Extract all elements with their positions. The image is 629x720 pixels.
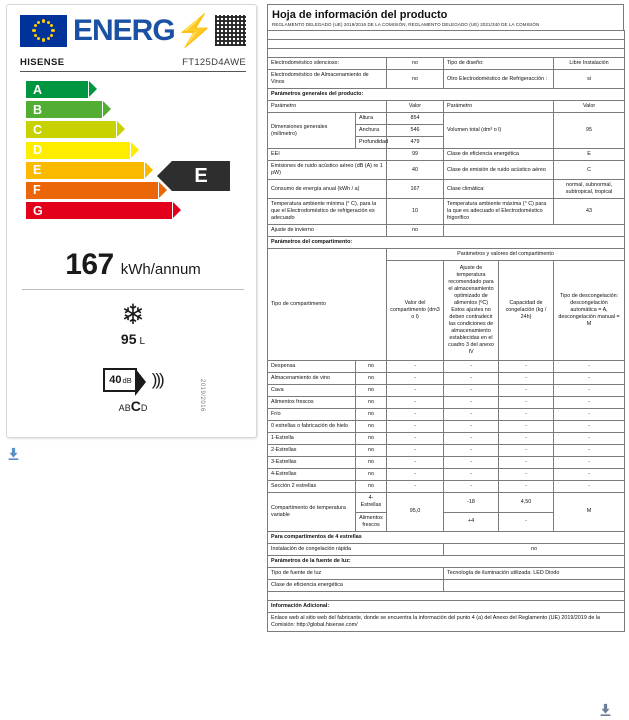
noise-class-b: B bbox=[124, 403, 131, 413]
download-icon-bottom[interactable] bbox=[599, 703, 612, 716]
compartment-present: no bbox=[356, 433, 387, 445]
light-class-label: Clase de eficiencia energética bbox=[268, 579, 444, 591]
other-appliance-label: Otro Electrodoméstico de Refrigeracción : bbox=[444, 70, 554, 89]
compartment-type-name: Sección 2 estrellas bbox=[268, 481, 356, 493]
dimension-name: Anchura bbox=[356, 125, 387, 137]
variable-defrost-type: M bbox=[554, 493, 625, 531]
empty-cell bbox=[444, 225, 625, 237]
wine-storage-label: Electrodoméstico de Almacenamiento de Vinos bbox=[268, 70, 387, 89]
blank-row-cell bbox=[268, 591, 625, 600]
compartment-value: - bbox=[387, 409, 444, 421]
selected-energy-class: E bbox=[172, 161, 230, 191]
energy-word-text: ENERG bbox=[73, 13, 175, 47]
compartment-value: - bbox=[387, 469, 444, 481]
energy-wordmark bbox=[73, 15, 213, 46]
compartment-temperature: - bbox=[444, 433, 499, 445]
grade-bar-a: A bbox=[26, 81, 88, 98]
compartment-value: - bbox=[387, 481, 444, 493]
compartment-capacity: - bbox=[499, 421, 554, 433]
regulation-year-vertical: 2019/2016 bbox=[199, 379, 205, 412]
sound-waves-icon: ))) bbox=[151, 370, 163, 389]
additional-info-row bbox=[268, 612, 625, 631]
header-temperature-setting: Ajuste de temperatura recomendado para el almacenamiento optimizado de alimentos (ºC) Estos ajustes no deben contradecir las condiciones de almacenamiento establecidas en el cuadro 3 del anexo IV bbox=[444, 261, 499, 361]
other-appliance-value: si bbox=[554, 70, 625, 89]
compartment-capacity: - bbox=[499, 373, 554, 385]
fast-freeze-value: no bbox=[444, 543, 625, 555]
compartment-row bbox=[268, 469, 625, 481]
annual-consumption-label: Consumo de energía anual (kWh / a) bbox=[268, 180, 387, 199]
header-value-1: Valor bbox=[387, 101, 444, 113]
eei-label: EEI bbox=[268, 149, 387, 161]
compartment-value: - bbox=[387, 421, 444, 433]
grade-bar-g: G bbox=[26, 202, 172, 219]
annual-energy-consumption bbox=[20, 248, 246, 282]
annual-consumption-value: 167 bbox=[387, 180, 444, 199]
fast-freeze-label: Instalación de congelación rápida bbox=[268, 543, 444, 555]
compartment-defrost: - bbox=[554, 409, 625, 421]
energy-grade-a bbox=[26, 81, 176, 98]
qr-code-icon bbox=[215, 15, 246, 46]
download-icon[interactable] bbox=[7, 447, 20, 460]
eu-energy-label bbox=[6, 4, 257, 438]
compartment-row bbox=[268, 433, 625, 445]
total-volume-label: Volumen total (dm³ o l) bbox=[444, 113, 554, 149]
compartment-row bbox=[268, 445, 625, 457]
annual-consumption-row bbox=[268, 180, 625, 199]
grade-bar-f: F bbox=[26, 182, 158, 199]
compartment-row bbox=[268, 481, 625, 493]
noise-class-value: C bbox=[554, 161, 625, 180]
product-information-sheet bbox=[267, 4, 624, 632]
compartment-capacity: - bbox=[499, 457, 554, 469]
silent-appliance-label: Electrodoméstico silencioso: bbox=[268, 58, 387, 70]
general-parameters-section: Parámetros generales del producto: bbox=[268, 89, 625, 101]
grade-bar-b: B bbox=[26, 101, 102, 118]
min-temperature-value: 10 bbox=[387, 199, 444, 225]
energy-grade-f bbox=[26, 182, 176, 199]
compartment-capacity: - bbox=[499, 433, 554, 445]
climate-class-value: normal, subnormal, subtropical, tropical bbox=[554, 180, 625, 199]
energy-grade-c bbox=[26, 121, 176, 138]
brand-name: HISENSE bbox=[20, 57, 65, 68]
light-class-value bbox=[444, 579, 625, 591]
model-name: FT125D4AWE bbox=[182, 57, 246, 68]
max-temperature-value: 43 bbox=[554, 199, 625, 225]
variable-sub-4-stars: 4-Estrellas bbox=[356, 493, 387, 512]
silent-appliance-value: no bbox=[387, 58, 444, 70]
general-section-row bbox=[268, 89, 625, 101]
compartment-value: - bbox=[387, 361, 444, 373]
compartment-temperature: - bbox=[444, 361, 499, 373]
sheet-title-box bbox=[267, 4, 624, 30]
compartment-group-header: Parámetros y valores del compartimento bbox=[387, 249, 625, 261]
energy-consumption-unit: kWh/annum bbox=[120, 261, 201, 278]
light-type-row bbox=[268, 567, 625, 579]
noise-emission-row bbox=[268, 161, 625, 180]
light-type-value: Tecnología de iluminación utilizada: LED Diodo bbox=[444, 567, 625, 579]
light-source-section: Parámetros de la fuente de luz: bbox=[268, 555, 625, 567]
light-type-label: Tipo de fuente de luz bbox=[268, 567, 444, 579]
header-freezing-capacity: Capacidad de congelación (kg / 24h) bbox=[499, 261, 554, 361]
compartment-type-name: 3-Estrellas bbox=[268, 457, 356, 469]
compartment-temperature: - bbox=[444, 385, 499, 397]
variable-capacity-1: 4,50 bbox=[499, 493, 554, 512]
header-value-2: Valor bbox=[554, 101, 625, 113]
additional-section-row bbox=[268, 600, 625, 612]
compartment-parameters-section: Parámetros del compartimento: bbox=[268, 237, 625, 249]
energy-consumption-value: 167 bbox=[65, 248, 114, 281]
header-parameter-2: Parámetro bbox=[444, 101, 554, 113]
compartment-capacity: - bbox=[499, 469, 554, 481]
variable-temperature-1: -18 bbox=[444, 493, 499, 512]
energy-class-scale bbox=[26, 81, 176, 222]
compartment-value: - bbox=[387, 397, 444, 409]
design-type-label: Tipo de diseño: bbox=[444, 58, 554, 70]
dimensions-label: Dimensiones generales (milímetro) bbox=[268, 113, 356, 149]
compartment-defrost: - bbox=[554, 481, 625, 493]
max-temperature-label: Temperatura ambiente máxima (° C) para la que es adecuado el Electrodoméstico frigorífico bbox=[444, 199, 554, 225]
compartment-present: no bbox=[356, 373, 387, 385]
energy-grade-b bbox=[26, 101, 176, 118]
energy-grade-e bbox=[26, 162, 176, 179]
noise-pictogram bbox=[20, 365, 246, 414]
compartment-row bbox=[268, 457, 625, 469]
compartment-defrost: - bbox=[554, 397, 625, 409]
dimension-name: Altura bbox=[356, 113, 387, 125]
header-parameter-1: Parámetro bbox=[268, 101, 387, 113]
blank-row bbox=[268, 49, 625, 58]
variable-compartment-label: Compartimento de temperatura variable bbox=[268, 493, 356, 531]
blank-row-cell bbox=[268, 40, 625, 49]
compartment-group-header-row bbox=[268, 249, 625, 261]
compartment-temperature: - bbox=[444, 445, 499, 457]
divider bbox=[22, 289, 244, 290]
compartment-temperature: - bbox=[444, 409, 499, 421]
blank-row-cell bbox=[268, 31, 625, 40]
compartment-value: - bbox=[387, 457, 444, 469]
product-sheet-table bbox=[267, 30, 625, 632]
blank-row bbox=[268, 591, 625, 600]
additional-info-text: Enlace web al sitio web del fabricante, donde se encuentra la información del punto 4 (a) del Anexo del Reglamento (UE) 2019/2019 de la Comisión: http://global.hisense.com/ bbox=[268, 612, 625, 631]
compartment-type-name: 4-Estrellas bbox=[268, 469, 356, 481]
compartment-defrost: - bbox=[554, 361, 625, 373]
four-star-section: Para compartimentos de 4 estrellas bbox=[268, 531, 625, 543]
grade-bar-c: C bbox=[26, 121, 116, 138]
freezer-pictogram bbox=[20, 301, 246, 347]
wine-storage-value: no bbox=[387, 70, 444, 89]
light-class-row bbox=[268, 579, 625, 591]
compartment-defrost: - bbox=[554, 469, 625, 481]
grade-bar-d: D bbox=[26, 142, 130, 159]
compartment-capacity: - bbox=[499, 397, 554, 409]
compartment-row bbox=[268, 409, 625, 421]
noise-class-scale bbox=[20, 398, 246, 414]
compartment-present: no bbox=[356, 361, 387, 373]
compartment-row bbox=[268, 385, 625, 397]
noise-class-label: Clase de emisión de ruido acústico aéreo bbox=[444, 161, 554, 180]
compartment-present: no bbox=[356, 469, 387, 481]
blank-row-cell bbox=[268, 49, 625, 58]
energy-grade-g bbox=[26, 202, 176, 219]
variable-compartment-value: 95,0 bbox=[387, 493, 444, 531]
compartment-present: no bbox=[356, 409, 387, 421]
compartment-capacity: - bbox=[499, 361, 554, 373]
climate-class-label: Clase climática: bbox=[444, 180, 554, 199]
compartment-temperature: - bbox=[444, 457, 499, 469]
dimension-row bbox=[268, 113, 625, 125]
min-temperature-row bbox=[268, 199, 625, 225]
light-section-row bbox=[268, 555, 625, 567]
winter-setting-value: no bbox=[387, 225, 444, 237]
compartment-value: - bbox=[387, 385, 444, 397]
compartment-value: - bbox=[387, 373, 444, 385]
lightning-bolt-icon: ⚡ bbox=[175, 13, 214, 48]
speaker-icon bbox=[103, 365, 162, 395]
compartment-row bbox=[268, 397, 625, 409]
general-headers-row bbox=[268, 101, 625, 113]
brand-model-row bbox=[20, 57, 246, 72]
compartment-capacity: - bbox=[499, 445, 554, 457]
compartment-section-row bbox=[268, 237, 625, 249]
compartment-capacity: - bbox=[499, 481, 554, 493]
compartment-row bbox=[268, 373, 625, 385]
additional-info-section: Información Adicional: bbox=[268, 600, 625, 612]
efficiency-class-value: E bbox=[554, 149, 625, 161]
eei-row bbox=[268, 149, 625, 161]
compartment-type-name: 2-Estrellas bbox=[268, 445, 356, 457]
dimension-name: Profundidad bbox=[356, 137, 387, 149]
compartment-temperature: - bbox=[444, 469, 499, 481]
variable-capacity-2: - bbox=[499, 512, 554, 531]
compartment-present: no bbox=[356, 397, 387, 409]
compartment-type-name: 0 estrellas o fabricación de hielo bbox=[268, 421, 356, 433]
blank-row bbox=[268, 40, 625, 49]
compartment-defrost: - bbox=[554, 433, 625, 445]
compartment-temperature: - bbox=[444, 481, 499, 493]
sheet-subtitle: REGLAMENTO DELEGADO (UE) 2019/2016 DE LA COMISIÓN, REGLAMENTO DELEGADO (UE) 2021/340 DE LA COMISIÓN bbox=[272, 22, 540, 27]
compartment-type-name: 1-Estrella bbox=[268, 433, 356, 445]
min-temperature-label: Temperatura ambiente mínima (° C), para la que el Electrodoméstico de refrigeración es adecuado bbox=[268, 199, 387, 225]
compartment-row bbox=[268, 361, 625, 373]
energy-grade-d bbox=[26, 142, 176, 159]
compartment-defrost: - bbox=[554, 385, 625, 397]
compartment-corner-cell: Tipo de compartimento bbox=[268, 249, 387, 361]
compartment-present: no bbox=[356, 421, 387, 433]
compartment-present: no bbox=[356, 481, 387, 493]
four-star-section-row bbox=[268, 531, 625, 543]
winter-setting-row bbox=[268, 225, 625, 237]
compartment-type-name: Alimentos frescos bbox=[268, 397, 356, 409]
compartment-type-name: Cava bbox=[268, 385, 356, 397]
freezer-volume-unit: L bbox=[139, 336, 146, 347]
compartment-type-name: Frío bbox=[268, 409, 356, 421]
compartment-present: no bbox=[356, 385, 387, 397]
eei-value: 99 bbox=[387, 149, 444, 161]
noise-unit: dB bbox=[122, 375, 132, 385]
compartment-defrost: - bbox=[554, 373, 625, 385]
dimension-value: 546 bbox=[387, 125, 444, 137]
compartment-value: - bbox=[387, 433, 444, 445]
eu-flag-icon bbox=[20, 15, 67, 47]
compartment-present: no bbox=[356, 457, 387, 469]
noise-value-box bbox=[103, 368, 136, 392]
sheet-title: Hoja de información del producto bbox=[272, 9, 448, 21]
compartment-capacity: - bbox=[499, 385, 554, 397]
blank-row bbox=[268, 31, 625, 40]
silent-appliance-row bbox=[268, 58, 625, 70]
dimension-value: 854 bbox=[387, 113, 444, 125]
compartment-temperature: - bbox=[444, 421, 499, 433]
grade-bar-e: E bbox=[26, 162, 144, 179]
label-header bbox=[20, 14, 246, 47]
header-compartment-value: Valor del compartimento (dm3 o l) bbox=[387, 261, 444, 361]
compartment-present: no bbox=[356, 445, 387, 457]
compartment-defrost: - bbox=[554, 421, 625, 433]
total-volume-value: 95 bbox=[554, 113, 625, 149]
compartment-temperature: - bbox=[444, 373, 499, 385]
noise-value: 40 bbox=[109, 374, 122, 386]
compartment-type-name: Almacenamiento de vino bbox=[268, 373, 356, 385]
freezer-volume-row bbox=[20, 331, 246, 347]
noise-emission-label: Emisiones de ruido acústico aéreo (dB (A) re 1 pW) bbox=[268, 161, 387, 180]
fast-freeze-row bbox=[268, 543, 625, 555]
snowflake-icon: ❄ bbox=[121, 299, 145, 330]
compartment-type-name: Despensa bbox=[268, 361, 356, 373]
dimension-value: 479 bbox=[387, 137, 444, 149]
winter-setting-label: Ajuste de invierno bbox=[268, 225, 387, 237]
freezer-volume-value: 95 bbox=[120, 331, 137, 347]
design-type-value: Libre Instalación bbox=[554, 58, 625, 70]
noise-class-a: A bbox=[118, 403, 125, 413]
variable-sub-fresh-food: Alimentos frescos bbox=[356, 512, 387, 531]
compartment-defrost: - bbox=[554, 445, 625, 457]
compartment-capacity: - bbox=[499, 409, 554, 421]
wine-storage-row bbox=[268, 70, 625, 89]
noise-emission-value: 40 bbox=[387, 161, 444, 180]
compartment-defrost: - bbox=[554, 457, 625, 469]
header-defrost-type: Tipo de descongelación: descongelación automática = A, descongelación manual = M bbox=[554, 261, 625, 361]
variable-temperature-2: +4 bbox=[444, 512, 499, 531]
compartment-row bbox=[268, 421, 625, 433]
noise-class-c: C bbox=[130, 398, 141, 414]
variable-compartment-row-1 bbox=[268, 493, 625, 512]
compartment-value: - bbox=[387, 445, 444, 457]
noise-class-d: D bbox=[140, 403, 148, 413]
compartment-temperature: - bbox=[444, 397, 499, 409]
efficiency-class-label: Clase de eficiencia energética bbox=[444, 149, 554, 161]
